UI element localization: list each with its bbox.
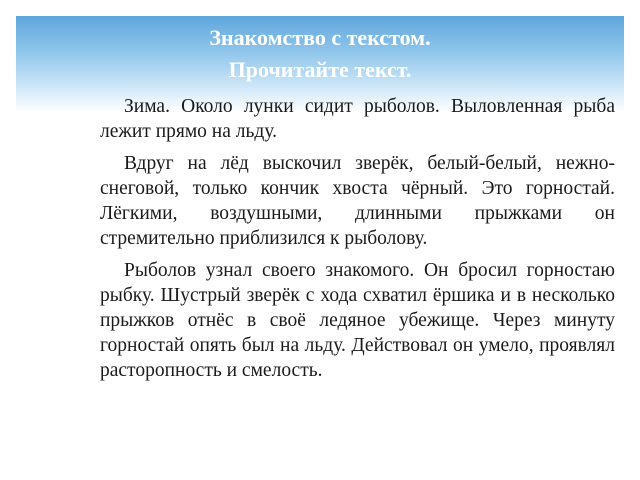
title-line-1: Знакомство с текстом. xyxy=(209,25,431,50)
text-body xyxy=(100,94,615,390)
paragraph-2: Вдруг на лёд выскочил зверёк, белый-белый, нежно-снеговой, только кончик хвоста чёрный. Это горностай. Лёгкими, воздушными, длинными прыжками он стремительно приблизился к рыболову. xyxy=(100,153,615,249)
slide-title xyxy=(16,22,624,86)
paragraph-1: Зима. Около лунки сидит рыболов. Выловленная рыба лежит прямо на льду. xyxy=(100,96,615,142)
title-line-2: Прочитайте текст. xyxy=(228,57,412,82)
paragraph-3: Рыболов узнал своего знакомого. Он бросил горностаю рыбку. Шустрый зверёк с хода схватил ёршика и в несколько прыжков отнёс в своё ледяное убежище. Через минуту горностай опять был на льду. Действовал он умело, проявлял расторопность и смелость. xyxy=(100,260,615,381)
